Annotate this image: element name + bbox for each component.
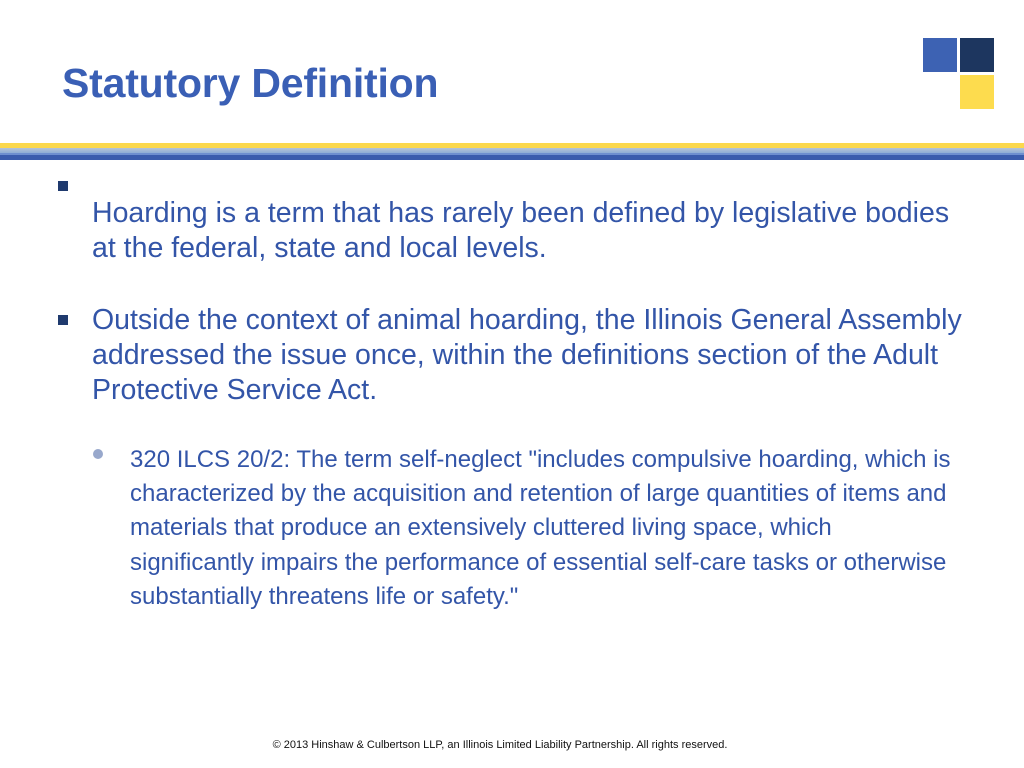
bullet-text: Hoarding is a term that has rarely been defined by legislative bodies at the federal, state and local levels.: [92, 197, 950, 264]
square-bullet-icon: [58, 315, 68, 325]
header-divider-stripes: [0, 143, 1024, 160]
bullet-text: Outside the context of animal hoarding, the Illinois General Assembly addressed the issue once, within the definitions section of the Adult Protective Service Act.: [92, 304, 962, 406]
square-bullet-icon: [58, 181, 68, 191]
yellow-square-icon: [960, 75, 994, 109]
copyright-footer: © 2013 Hinshaw & Culbertson LLP, an Illinois Limited Liability Partnership. All rights reserved.: [272, 739, 728, 751]
sub-bullet-text: 320 ILCS 20/2: The term self-neglect "includes compulsive hoarding, which is characterized by the acquisition and retention of large quantities of items and materials that produce an extensively cluttered living space, which significantly impairs the performance of essential self-care tasks or otherwise substantially threatens life or safety.": [130, 446, 951, 610]
round-bullet-icon: [93, 449, 103, 459]
blue-stripe: [0, 155, 1024, 160]
navy-square-icon: [960, 38, 994, 72]
slide-title: Statutory Definition: [62, 60, 439, 106]
blue-square-icon: [923, 38, 957, 72]
